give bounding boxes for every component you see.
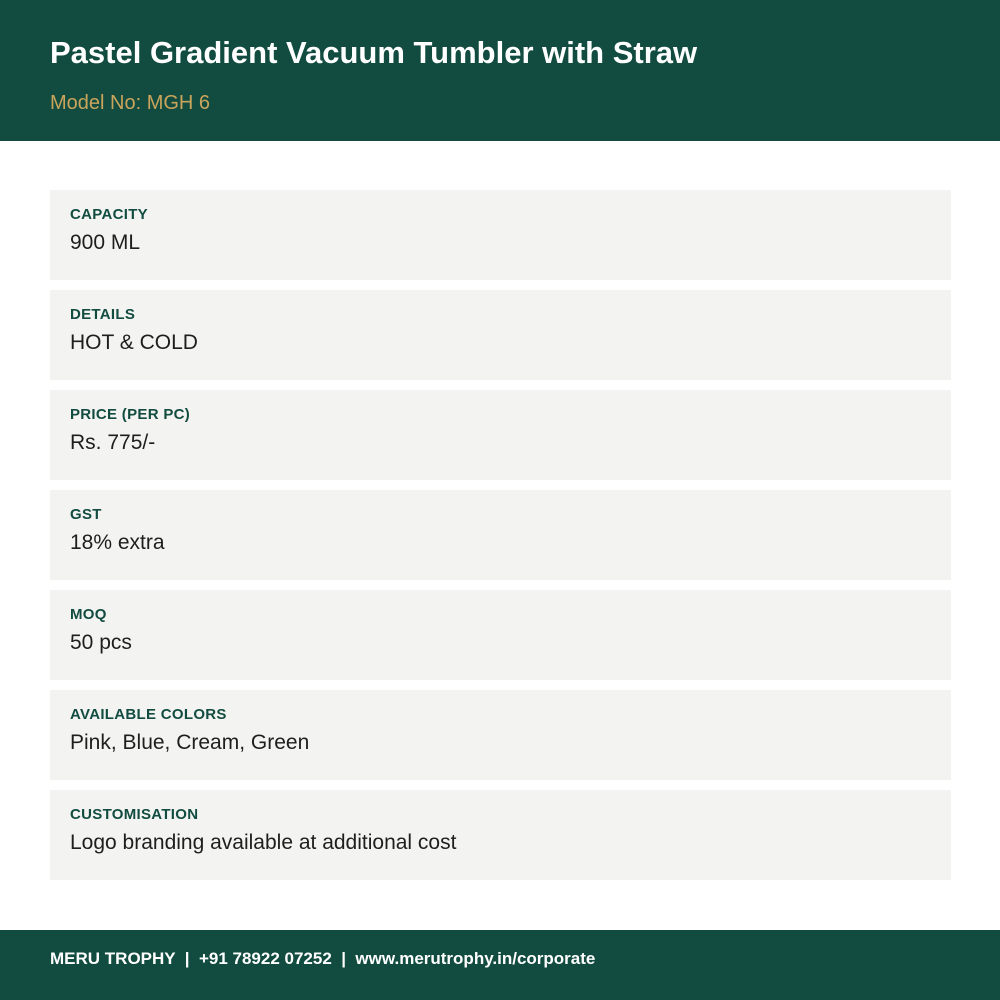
spec-label: PRICE (PER PC) [70,406,191,423]
spec-label: DETAILS [70,306,136,323]
spec-label: CUSTOMISATION [70,806,199,823]
spec-row-gst [50,490,951,580]
spec-label: MOQ [70,606,107,623]
spec-value: Logo branding available at additional cost [70,831,457,854]
model-number: Model No: MGH 6 [50,92,211,114]
spec-value: Rs. 775/- [70,431,156,454]
product-title: Pastel Gradient Vacuum Tumbler with Straw [50,35,698,70]
spec-row-capacity [50,190,951,280]
spec-value: 18% extra [70,531,165,554]
spec-value: 50 pcs [70,631,132,654]
spec-row-moq [50,590,951,680]
spec-value: Pink, Blue, Cream, Green [70,731,310,754]
spec-row-colors [50,690,951,780]
footer-contact: MERU TROPHY | +91 78922 07252 | www.merutrophy.in/corporate [50,949,596,968]
spec-label: AVAILABLE COLORS [70,706,227,723]
spec-row-price [50,390,951,480]
spec-label: CAPACITY [70,206,148,223]
spec-list [50,190,951,890]
spec-row-customisation [50,790,951,880]
spec-value: 900 ML [70,231,141,254]
spec-row-details [50,290,951,380]
spec-label: GST [70,506,102,523]
spec-value: HOT & COLD [70,331,198,354]
